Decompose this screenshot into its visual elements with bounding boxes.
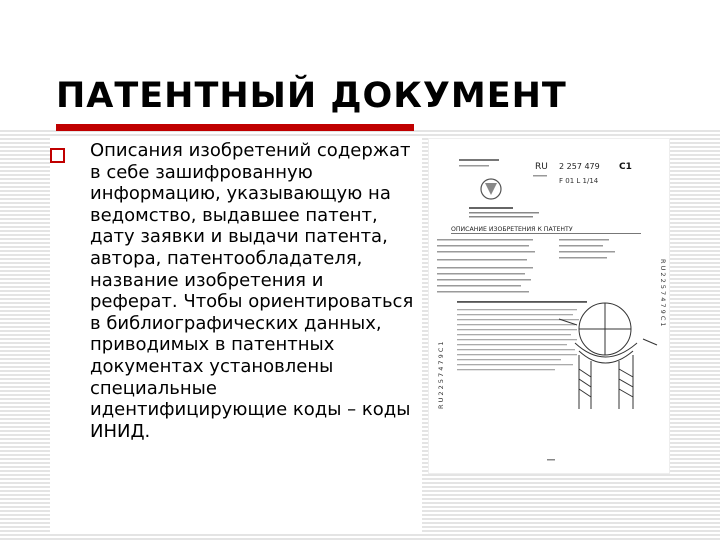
- side-code-left: R U 2 2 5 7 4 7 9 C 1: [437, 341, 445, 409]
- title-accent-bar: [56, 124, 414, 131]
- emblem-icon: [481, 179, 501, 199]
- kind-code: C1: [619, 162, 632, 172]
- technical-drawing-icon: [559, 303, 657, 409]
- square-bullet-icon: [50, 148, 65, 163]
- country-code: RU: [535, 162, 548, 172]
- section-heading: ОПИСАНИЕ ИЗОБРЕТЕНИЯ К ПАТЕНТУ: [451, 226, 573, 233]
- patent-number: 2 257 479: [559, 162, 600, 171]
- patent-document-image: [428, 138, 670, 474]
- side-code-right: R U 2 2 5 7 4 7 9 C 1: [659, 259, 667, 327]
- patent-page-drawing: [429, 139, 669, 473]
- bullet-text: Описания изобретений содержат в себе зашифрованную информацию, указывающую на ведомство, выдавшее патент, дату заявки и выдачи патента, автора, патентообладателя, название изобретения и реферат. Чтобы ориентироваться в библиографических данных, приводимых в патентных документах установлены специальные идентифицирующие коды – коды ИНИД.: [90, 140, 414, 442]
- slide-title: ПАТЕНТНЫЙ ДОКУМЕНТ: [56, 76, 567, 116]
- ipc-code: F 01 L 1/14: [559, 177, 599, 185]
